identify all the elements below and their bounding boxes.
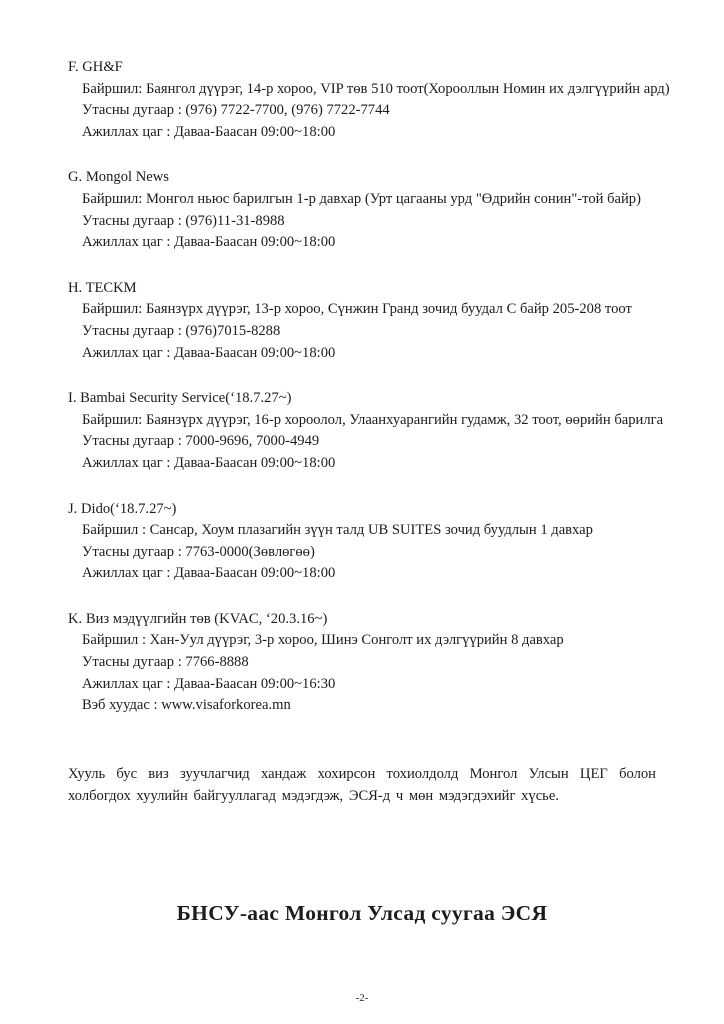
office-entry-h <box>68 278 656 364</box>
entry-phone: Утасны дугаар : (976)11-31-8988 <box>82 212 285 229</box>
entry-hours: Ажиллах цаг : Даваа-Баасан 09:00~16:30 <box>82 675 336 692</box>
entry-heading: F. GH&F <box>68 59 123 75</box>
entry-heading: G. Mongol News <box>68 169 169 186</box>
entry-address: Байршил: Баянгол дүүрэг, 14-р хороо, VIP төв 510 тоот(Хорооллын Номин их дэлгүүрийн ард) <box>82 80 670 97</box>
entry-hours: Ажиллах цаг : Даваа-Баасан 09:00~18:00 <box>82 234 336 251</box>
entry-hours: Ажиллах цаг : Даваа-Баасан 09:00~18:00 <box>82 123 336 140</box>
office-entry-k <box>68 609 656 717</box>
entry-phone: Утасны дугаар : 7763-0000(Зөвлөгөө) <box>82 543 315 560</box>
entry-address: Байршил: Монгол ньюс барилгын 1-р давхар (Урт цагааны урд "Өдрийн сонин"-той байр) <box>82 190 641 207</box>
office-entry-i <box>68 388 664 474</box>
entry-heading: J. Dido(‘18.7.27~) <box>68 500 177 517</box>
legal-notice-paragraph: Хууль бус виз зуучлагчид хандаж хохирсон тохиолдолд Монгол Улсын ЦЕГ болон холбогдох хуулийн байгууллагад мэдэгдэж, ЭСЯ-д ч мөн мэдэгдэхийг хүсье. <box>68 765 656 805</box>
entry-heading: I. Bambai Security Service(‘18.7.27~) <box>68 390 292 407</box>
office-entry-g <box>68 167 656 253</box>
entry-hours: Ажиллах цаг : Даваа-Баасан 09:00~18:00 <box>82 565 336 582</box>
entry-phone: Утасны дугаар : 7000-9696, 7000-4949 <box>82 433 320 450</box>
entry-address: Байршил : Сансар, Хоум плазагийн зүүн талд UB SUITES зочид буудлын 1 давхар <box>82 522 593 539</box>
entry-address: Байршил: Баянзүрх дүүрэг, 13-р хороо, Сүнжин Гранд зочид буудал C байр 205-208 тоот <box>82 301 632 318</box>
entry-phone: Утасны дугаар : 7766-8888 <box>82 654 249 671</box>
page-number: -2- <box>355 992 369 1004</box>
entry-hours: Ажиллах цаг : Даваа-Баасан 09:00~18:00 <box>82 454 336 471</box>
entry-heading: K. Виз мэдүүлгийн төв (KVAC, ‘20.3.16~) <box>68 610 328 627</box>
entry-address: Байршил: Баянзүрх дүүрэг, 16-р хороолол, Улаанхуарангийн гудамж, 32 тоот, өөрийн барилга <box>82 411 664 428</box>
entry-phone: Утасны дугаар : (976) 7722-7700, (976) 7722-7744 <box>82 102 390 119</box>
entry-address: Байршил : Хан-Уул дүүрэг, 3-р хороо, Шинэ Сонголт их дэлгүүрийн 8 давхар <box>82 632 564 649</box>
office-entry-j <box>68 499 656 585</box>
entry-website: Вэб хуудас : www.visaforkorea.mn <box>82 697 291 714</box>
page-content <box>68 57 670 927</box>
entry-heading: H. TECKM <box>68 279 137 296</box>
embassy-section-title: БНСУ-аас Монгол Улсад суугаа ЭСЯ <box>176 901 548 926</box>
entry-hours: Ажиллах цаг : Даваа-Баасан 09:00~18:00 <box>82 344 336 361</box>
office-entry-f <box>68 57 670 143</box>
entry-phone: Утасны дугаар : (976)7015-8288 <box>82 322 281 339</box>
